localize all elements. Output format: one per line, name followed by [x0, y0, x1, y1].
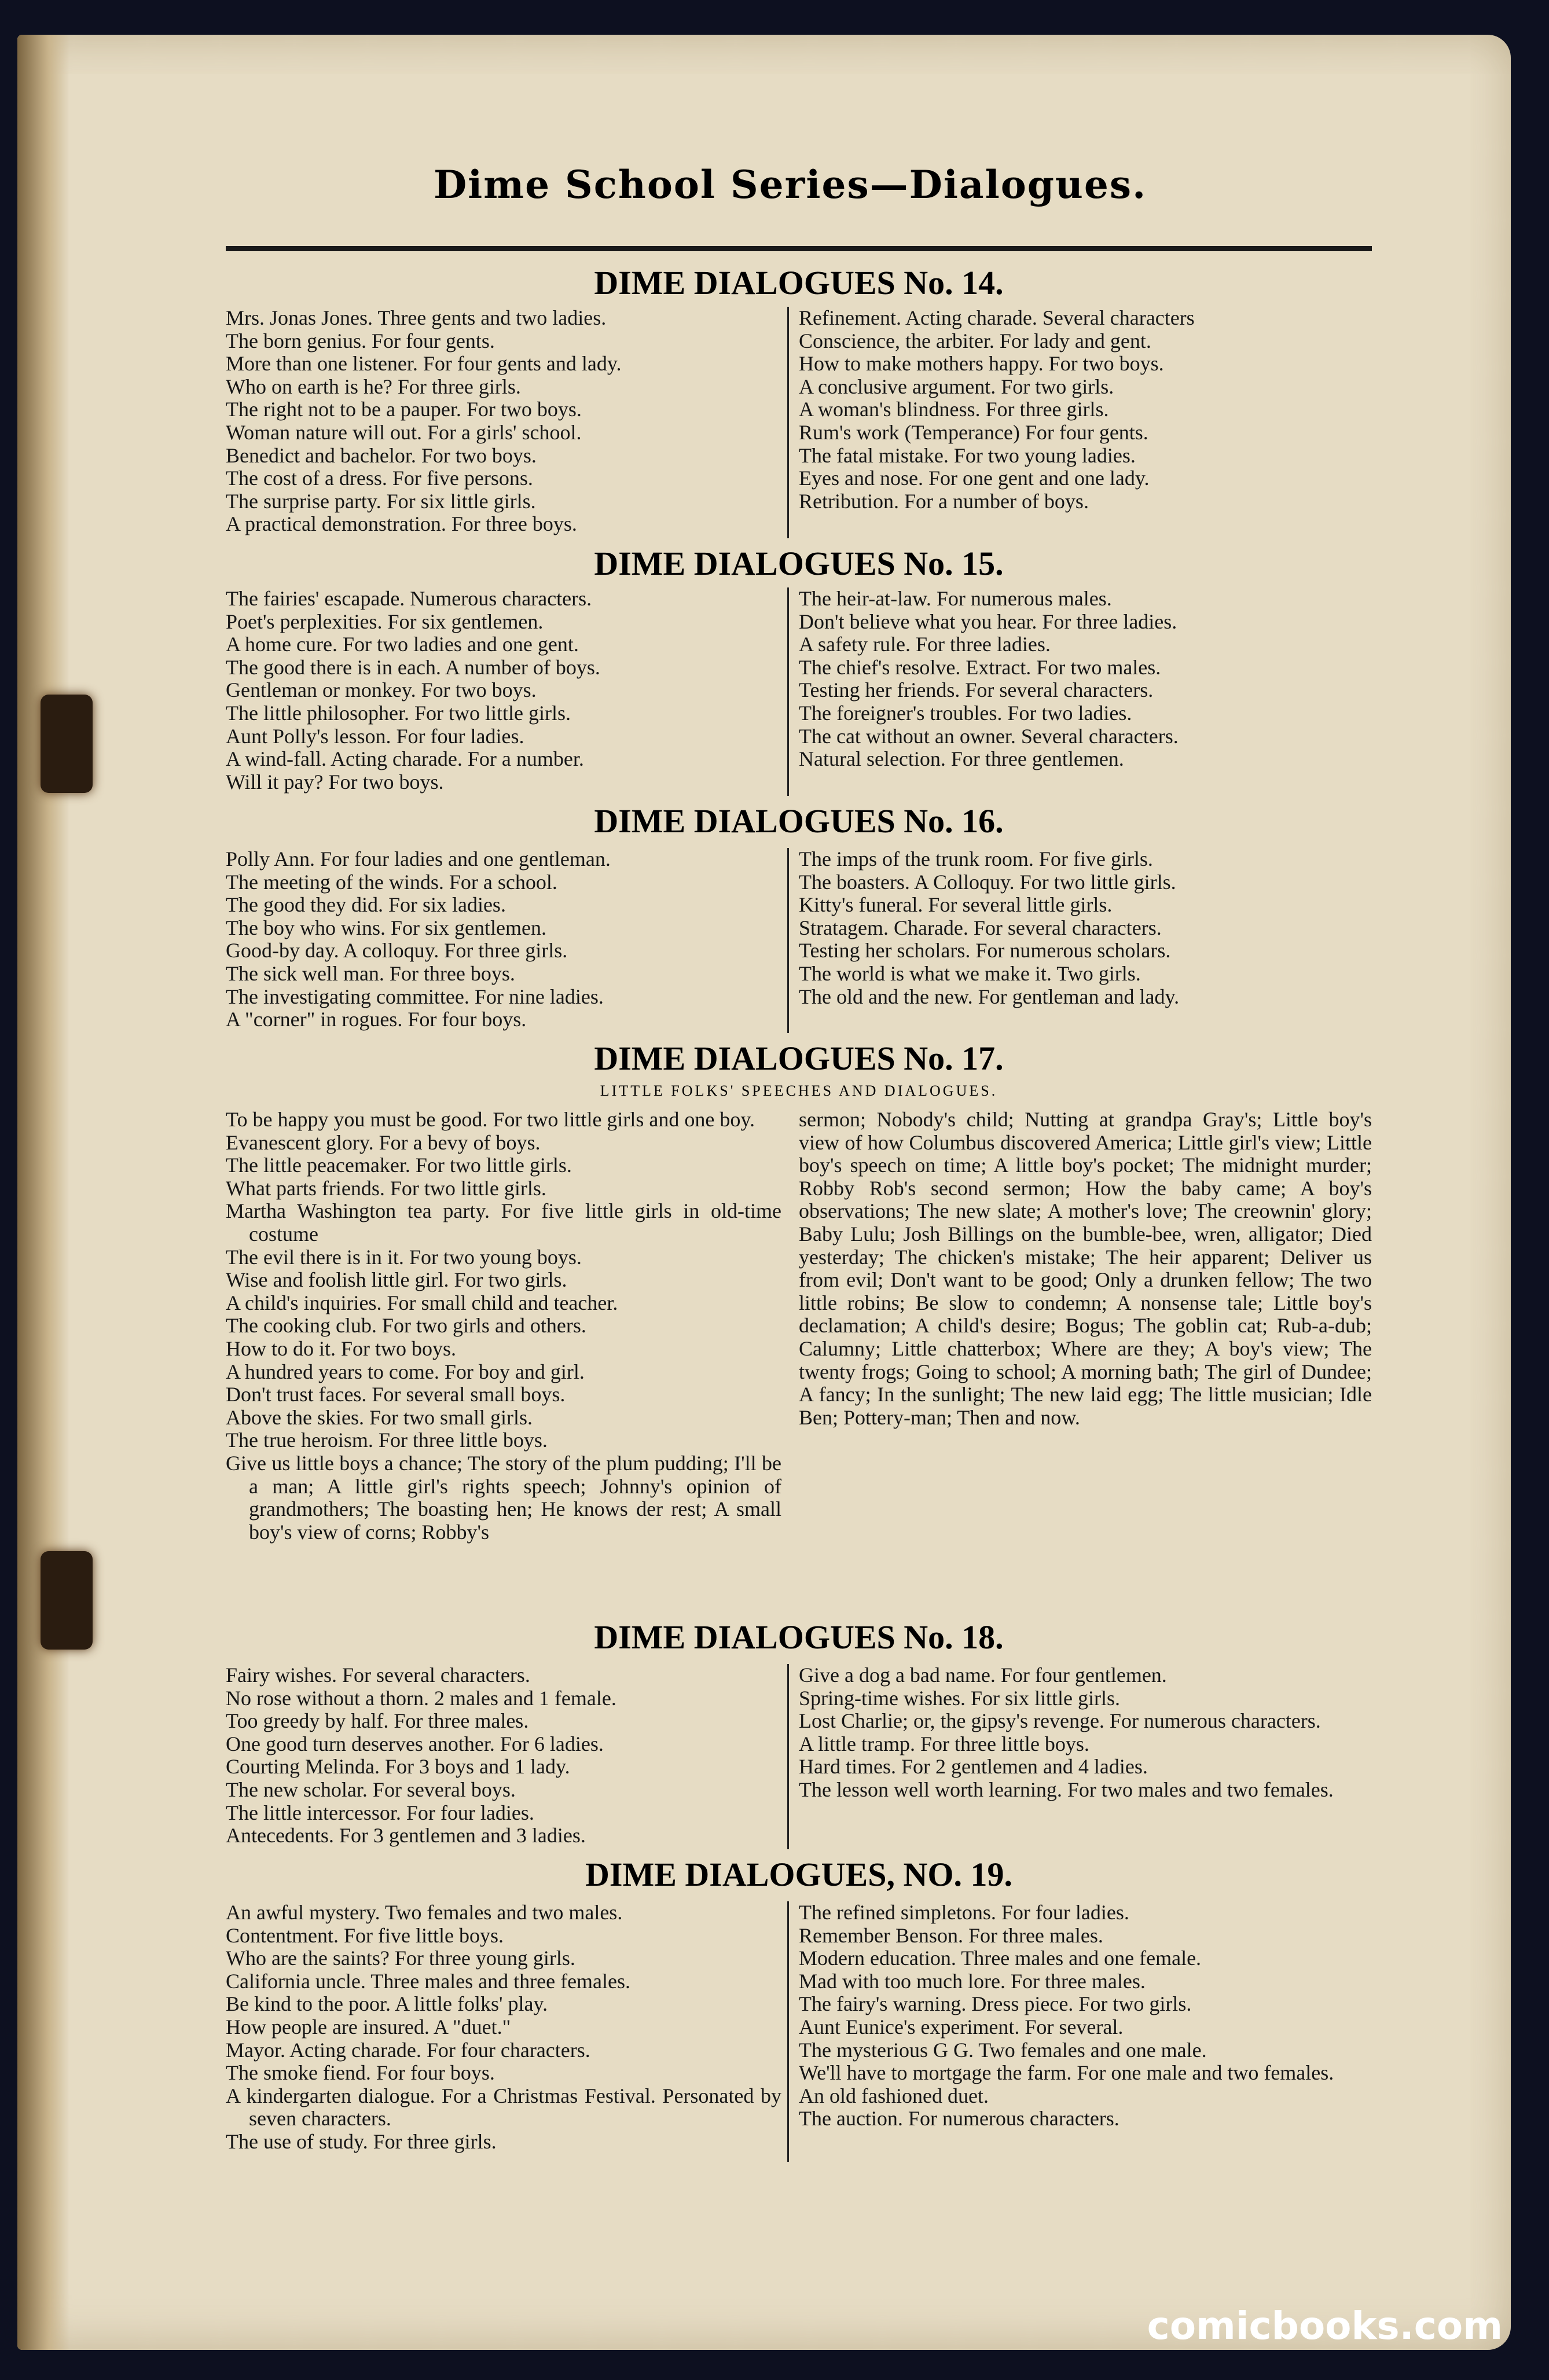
column-divider	[787, 1901, 789, 2162]
dialogue-item: Too greedy by half. For three males.	[226, 1710, 529, 1733]
dialogue-item: Woman nature will out. For a girls' school.	[226, 421, 582, 444]
column-divider	[787, 848, 789, 1033]
dialogue-item: Refinement. Acting charade. Several characters	[799, 307, 1195, 329]
dialogue-item: The boy who wins. For six gentlemen.	[226, 916, 546, 939]
dialogue-item: Spring-time wishes. For six little girls.	[799, 1687, 1120, 1710]
section-15-right-column	[799, 587, 1372, 771]
section-18-left-column	[226, 1664, 781, 1848]
dialogue-item: Wise and foolish little girl. For two girls.	[226, 1269, 567, 1292]
dialogue-item: How to do it. For two boys.	[226, 1337, 457, 1360]
dialogue-item: Don't trust faces. For several small boys.	[226, 1383, 566, 1406]
dialogue-item: Modern education. Three males and one female.	[799, 1947, 1202, 1970]
dialogue-item: Lost Charlie; or, the gipsy's revenge. For numerous characters.	[799, 1710, 1321, 1733]
dialogue-item: A home cure. For two ladies and one gent.	[226, 633, 579, 656]
dialogue-item: Poet's perplexities. For six gentlemen.	[226, 610, 544, 633]
site-watermark: comicbooks.com	[1147, 2304, 1503, 2348]
dialogue-item: The true heroism. For three little boys.	[226, 1429, 548, 1452]
dialogue-item: The right not to be a pauper. For two boys.	[226, 398, 582, 421]
dialogue-item: The fatal mistake. For two young ladies.	[799, 444, 1136, 467]
dialogue-item: The fairy's warning. Dress piece. For two girls.	[799, 1993, 1192, 2016]
dialogue-item: A little tramp. For three little boys.	[799, 1732, 1089, 1755]
section-17-subtitle: LITTLE FOLKS' SPEECHES AND DIALOGUES.	[600, 1082, 998, 1099]
dialogue-item: Will it pay? For two boys.	[226, 770, 444, 794]
dialogue-item: The cost of a dress. For five persons.	[226, 467, 533, 490]
dialogue-item: Stratagem. Charade. For several characters.	[799, 916, 1162, 939]
section-18-right-column	[799, 1664, 1372, 1802]
dialogue-item: Testing her scholars. For numerous scholars.	[799, 939, 1171, 963]
dialogue-item: California uncle. Three males and three females.	[226, 1970, 631, 1993]
dialogue-item: Give a dog a bad name. For four gentlemen.	[799, 1664, 1167, 1687]
dialogue-item: Hard times. For 2 gentlemen and 4 ladies.	[799, 1755, 1148, 1779]
dialogue-item: The chief's resolve. Extract. For two males.	[799, 656, 1161, 679]
dialogue-item: Who are the saints? For three young girls.	[226, 1947, 575, 1970]
staple-hole-upper	[41, 695, 93, 793]
section-17-left-column	[226, 1108, 781, 1544]
dialogue-item: A conclusive argument. For two girls.	[799, 375, 1114, 398]
dialogue-item: Contentment. For five little boys.	[226, 1924, 504, 1947]
section-15-left-column	[226, 587, 781, 794]
series-header: Dime School Series—Dialogues.	[433, 162, 1147, 207]
section-title-19: DIME DIALOGUES, NO. 19.	[585, 1856, 1012, 1893]
dialogue-item: The little philosopher. For two little girls.	[226, 701, 571, 725]
dialogue-item: How people are insured. A "duet."	[226, 2015, 511, 2039]
dialogue-item: How to make mothers happy. For two boys.	[799, 352, 1164, 376]
dialogue-item: We'll have to mortgage the farm. For one male and two females.	[799, 2062, 1334, 2085]
dialogue-item: A wind-fall. Acting charade. For a number.	[226, 748, 584, 771]
dialogue-item: Testing her friends. For several characters.	[799, 679, 1154, 702]
dialogue-item: Polly Ann. For four ladies and one gentleman.	[226, 848, 611, 871]
dialogue-item: An awful mystery. Two females and two males.	[226, 1901, 623, 1924]
column-divider	[787, 1664, 789, 1849]
dialogue-item: The use of study. For three girls.	[226, 2130, 497, 2153]
dialogue-item: The boasters. A Colloquy. For two little girls.	[799, 871, 1176, 894]
dialogue-item: The meeting of the winds. For a school.	[226, 871, 557, 894]
section-19-right-column	[799, 1901, 1372, 2131]
section-title-14: DIME DIALOGUES No. 14.	[594, 264, 1004, 302]
dialogue-item: The good they did. For six ladies.	[226, 894, 506, 917]
section-title-15: DIME DIALOGUES No. 15.	[594, 545, 1004, 582]
dialogue-item: Mayor. Acting charade. For four characters.	[226, 2039, 590, 2062]
section-title-17: DIME DIALOGUES No. 17.	[594, 1040, 1004, 1077]
dialogue-item: The little intercessor. For four ladies.	[226, 1801, 534, 1824]
section-title-16: DIME DIALOGUES No. 16.	[594, 802, 1004, 840]
section-title-18: DIME DIALOGUES No. 18.	[594, 1618, 1004, 1656]
dialogue-item: Give us little boys a chance; The story of the plum pudding; I'll be a man; A little girl's rights speech; Johnny's opinion of grandmothers; The boasting hen; He knows der rest; A small boy's view of corns; Robby's	[226, 1452, 781, 1544]
dialogue-item: Aunt Eunice's experiment. For several.	[799, 2015, 1124, 2039]
dialogue-item: Courting Melinda. For 3 boys and 1 lady.	[226, 1755, 570, 1779]
dialogue-item: Rum's work (Temperance) For four gents.	[799, 421, 1148, 444]
dialogue-item: What parts friends. For two little girls.	[226, 1177, 546, 1200]
dialogue-item: The good there is in each. A number of boys.	[226, 656, 600, 679]
dialogue-item: Martha Washington tea party. For five little girls in old-time costume	[226, 1200, 781, 1246]
dialogue-item: The refined simpletons. For four ladies.	[799, 1901, 1129, 1924]
dialogue-item: The evil there is in it. For two young boys.	[226, 1246, 582, 1269]
dialogue-item: A woman's blindness. For three girls.	[799, 398, 1109, 421]
dialogue-item: The sick well man. For three boys.	[226, 962, 515, 985]
book-page	[17, 35, 1511, 2350]
section-14-left-column	[226, 307, 781, 536]
dialogue-item: Good-by day. A colloquy. For three girls.	[226, 939, 568, 963]
dialogue-item: The investigating committee. For nine ladies.	[226, 985, 604, 1008]
dialogue-item: The smoke fiend. For four boys.	[226, 2062, 495, 2085]
dialogue-item: Fairy wishes. For several characters.	[226, 1664, 530, 1687]
dialogue-item: The heir-at-law. For numerous males.	[799, 587, 1112, 610]
dialogue-item: No rose without a thorn. 2 males and 1 female.	[226, 1687, 616, 1710]
dialogue-item: The fairies' escapade. Numerous characters.	[226, 587, 592, 610]
dialogue-item: Conscience, the arbiter. For lady and gent.	[799, 329, 1151, 352]
dialogue-item: The cooking club. For two girls and others.	[226, 1314, 586, 1338]
dialogue-item: A "corner" in rogues. For four boys.	[226, 1008, 527, 1031]
dialogue-item: The world is what we make it. Two girls.	[799, 962, 1141, 985]
dialogue-item: The auction. For numerous characters.	[799, 2107, 1119, 2131]
dialogue-item: Aunt Polly's lesson. For four ladies.	[226, 725, 524, 748]
dialogue-item: The little peacemaker. For two little girls.	[226, 1154, 572, 1177]
dialogue-item: The imps of the trunk room. For five girls.	[799, 848, 1153, 871]
dialogue-item: A practical demonstration. For three boys.	[226, 513, 577, 536]
dialogue-item: Mrs. Jonas Jones. Three gents and two ladies.	[226, 307, 607, 329]
dialogue-item: The mysterious G G. Two females and one male.	[799, 2039, 1207, 2062]
dialogue-item: The lesson well worth learning. For two males and two females.	[799, 1778, 1334, 1801]
dialogue-item: Antecedents. For 3 gentlemen and 3 ladies.	[226, 1824, 586, 1848]
column-divider	[787, 307, 789, 538]
dialogue-item: Remember Benson. For three males.	[799, 1924, 1103, 1947]
dialogue-item: To be happy you must be good. For two little girls and one boy.	[226, 1108, 755, 1131]
dialogue-item: sermon; Nobody's child; Nutting at grandpa Gray's; Little boy's view of how Columbus discovered America; Little girl's view; Little boy's speech on time; A little boy's pocket; The midnight murder; Robby Rob's second sermon; How the baby came; A boy's observations; The new slate; A mother's love; The creownin' glory; Baby Lulu; Josh Billings on the bumble-bee, wren, alligator; Died yesterday; The chicken's mistake; The heir apparent; Deliver us from evil; Don't want to be good; Only a drunken fellow; The two little robins; Be slow to condemn; A nonsense tale; Little boy's declamation; A child's desire; Bogus; The goblin cat; Rub-a-dub; Calumny; Little chatterbox; Where are they; A boy's view; The twenty frogs; Going to school; A morning bath; The girl of Dundee; A fancy; In the sunlight; The new laid egg; The little musician; Idle Ben; Pottery-man; Then and now.	[799, 1108, 1372, 1429]
section-16-left-column	[226, 848, 781, 1031]
dialogue-item: Don't believe what you hear. For three ladies.	[799, 610, 1177, 633]
dialogue-item: Mad with too much lore. For three males.	[799, 1970, 1146, 1993]
column-divider	[787, 587, 789, 796]
section-14-right-column	[799, 307, 1372, 513]
dialogue-item: Natural selection. For three gentlemen.	[799, 748, 1124, 771]
dialogue-item: Kitty's funeral. For several little girls.	[799, 894, 1113, 917]
section-17-right-column	[799, 1108, 1372, 1429]
dialogue-item: Who on earth is he? For three girls.	[226, 375, 521, 398]
dialogue-item: Gentleman or monkey. For two boys.	[226, 679, 537, 702]
dialogue-item: The cat without an owner. Several characters.	[799, 725, 1179, 748]
dialogue-item: A safety rule. For three ladies.	[799, 633, 1051, 656]
staple-hole-lower	[41, 1551, 93, 1650]
dialogue-item: Benedict and bachelor. For two boys.	[226, 444, 537, 467]
dialogue-item: Be kind to the poor. A little folks' play.	[226, 1993, 548, 2016]
dialogue-item: A hundred years to come. For boy and girl.	[226, 1360, 585, 1383]
dialogue-item: Evanescent glory. For a bevy of boys.	[226, 1131, 541, 1154]
section-19-left-column	[226, 1901, 781, 2154]
header-rule	[226, 246, 1372, 251]
dialogue-item: The old and the new. For gentleman and lady.	[799, 985, 1180, 1008]
dialogue-item: More than one listener. For four gents and lady.	[226, 352, 622, 376]
dialogue-item: The surprise party. For six little girls.	[226, 490, 536, 513]
dialogue-item: A kindergarten dialogue. For a Christmas Festival. Personated by seven characters.	[226, 2084, 781, 2131]
dialogue-item: The born genius. For four gents.	[226, 329, 495, 352]
dialogue-item: Eyes and nose. For one gent and one lady.	[799, 467, 1150, 490]
dialogue-item: A child's inquiries. For small child and teacher.	[226, 1291, 618, 1314]
section-16-right-column	[799, 848, 1372, 1008]
dialogue-item: An old fashioned duet.	[799, 2084, 989, 2107]
dialogue-item: Retribution. For a number of boys.	[799, 490, 1089, 513]
dialogue-item: The foreigner's troubles. For two ladies.	[799, 701, 1132, 725]
dialogue-item: Above the skies. For two small girls.	[226, 1406, 533, 1429]
dialogue-item: One good turn deserves another. For 6 ladies.	[226, 1732, 604, 1755]
page-gutter	[17, 35, 69, 2350]
dialogue-item: The new scholar. For several boys.	[226, 1778, 516, 1801]
